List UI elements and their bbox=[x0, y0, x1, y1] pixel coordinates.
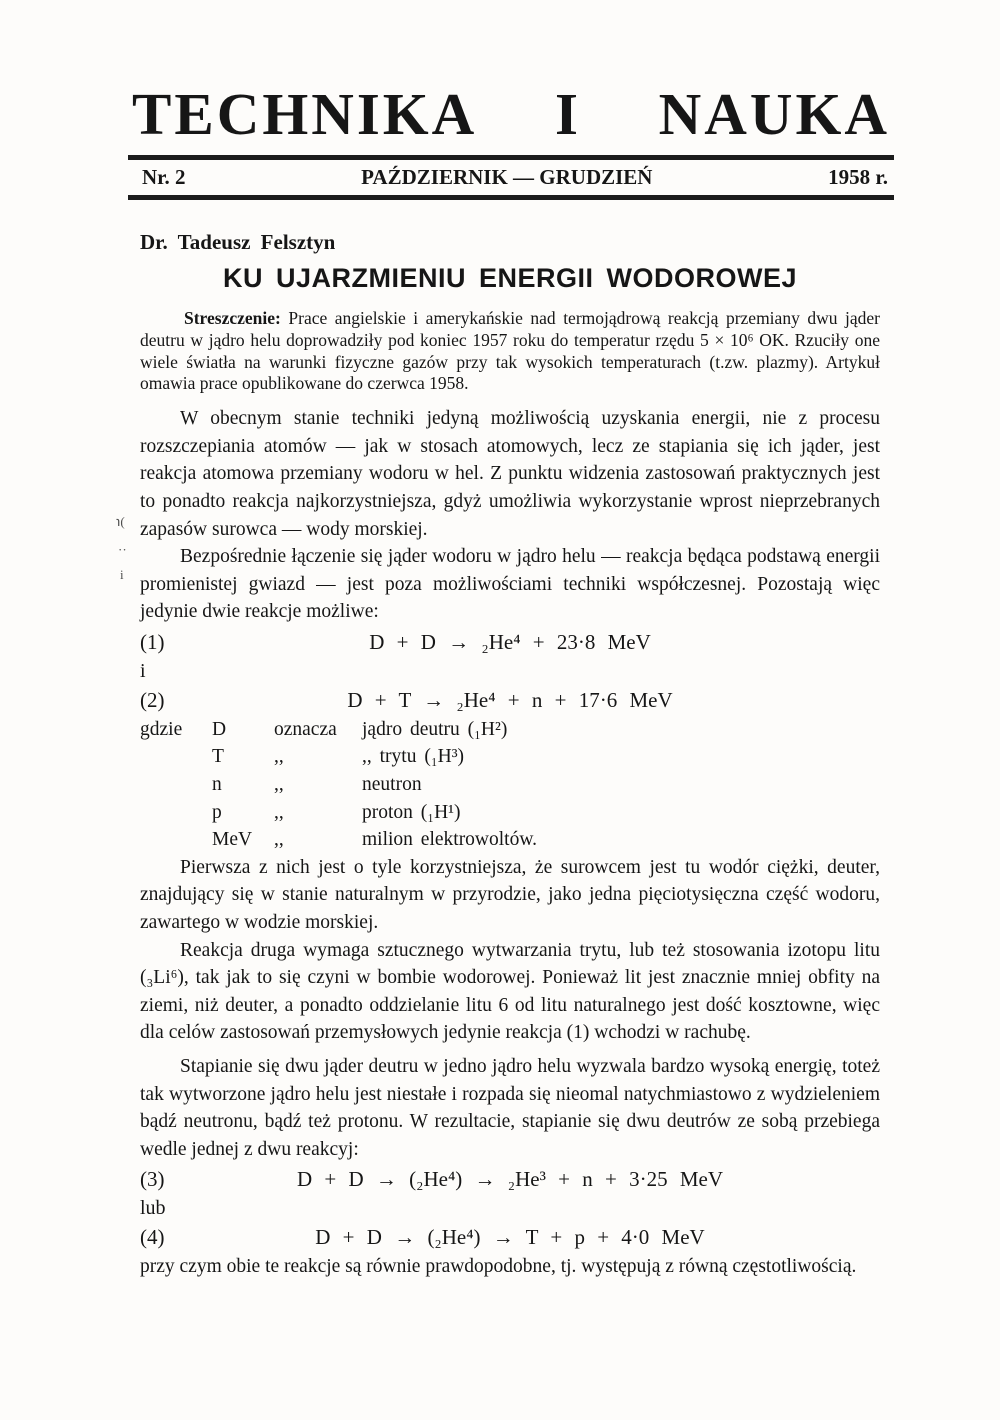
equation-4-body: D + D → (₂He⁴) → T + p + 4·0 MeV bbox=[315, 1225, 705, 1250]
equation-2 bbox=[140, 685, 880, 715]
abstract-label: Streszczenie: bbox=[184, 307, 281, 328]
scan-artifact: ·· bbox=[118, 542, 127, 557]
equation-1-label: (1) bbox=[140, 629, 165, 654]
definition-mid: ,, bbox=[274, 746, 284, 768]
article-title: KU UJARZMIENIU ENERGII WODOROWEJ bbox=[222, 262, 798, 293]
definition-lead: gdzie bbox=[140, 718, 183, 740]
definition-row bbox=[140, 743, 880, 771]
definition-mid: ,, bbox=[274, 774, 284, 796]
definition-row bbox=[140, 716, 880, 744]
equation-3 bbox=[140, 1164, 880, 1194]
issue-year: 1958 r. bbox=[828, 164, 888, 189]
conjunction-i: i bbox=[140, 659, 146, 682]
paragraph-3: Pierwsza z nich jest o tyle korzystniejsza, że surowcem jest tu wodór ciężki, deuter, znajdujący się w stanie naturalnym w przyrodzie, jako jedna pięciotysięczna część wodoru, zawartego w wodzie morskiej. bbox=[140, 856, 880, 934]
equation-1 bbox=[140, 627, 880, 657]
masthead bbox=[128, 81, 894, 200]
paragraph-6: przy czym obie te reakcje są równie prawdopodobne, tj. występują z równą częstotliwością. bbox=[140, 1256, 857, 1278]
definition-lead bbox=[140, 799, 212, 827]
scan-artifact: i bbox=[120, 567, 124, 582]
equation-4 bbox=[140, 1222, 880, 1252]
scanned-page bbox=[0, 81, 1000, 1420]
symbol-definitions bbox=[140, 716, 880, 854]
journal-title bbox=[128, 81, 894, 147]
definition-lead bbox=[140, 771, 212, 799]
journal-title-word-2: I bbox=[554, 81, 581, 147]
definition-term: p bbox=[212, 801, 222, 823]
equation-1-body: D + D → ₂He⁴ + 23·8 MeV bbox=[369, 629, 651, 654]
definition-mid: ,, bbox=[274, 829, 284, 851]
abstract-text: Prace angielskie i amerykańskie nad termojądrową reakcją przemiany dwu jąder deutru w jądro helu doprowadziły pod koniec 1957 roku do temperatur rzędu 5 × 10⁶ OK. Rzuciły one wiele światła na warunki fizyczne gazów przy tak wysokich temperaturach (t.zw. plazmy). Artykuł omawia prace opublikowane do czerwca 1958. bbox=[140, 307, 880, 394]
paragraph-5: Stapianie się dwu jąder deutru w jedno jądro helu wyzwala bardzo wysoką energię, toteż tak wytworzone jądro helu jest niestałe i rozpada się nieomal natychmiastowo z wydzieleniem bądź neutronu, bądź też protonu. W rezultacie, stapianie się dwu deutrów ze sobą przebiega wedle jednej z dwu reakcyj: bbox=[140, 1056, 880, 1160]
conjunction-lub: lub bbox=[140, 1197, 166, 1220]
masthead-rule-bottom bbox=[128, 195, 894, 200]
issue-number: Nr. 2 bbox=[142, 164, 186, 189]
definition-term: n bbox=[212, 774, 222, 796]
article bbox=[140, 230, 880, 1281]
definition-def: proton (₁H¹) bbox=[362, 801, 461, 823]
issue-row bbox=[128, 160, 894, 193]
definition-row bbox=[140, 826, 880, 854]
equation-4-label: (4) bbox=[140, 1225, 165, 1250]
definition-row bbox=[140, 799, 880, 827]
paragraph-1: W obecnym stanie techniki jedyną możliwością uzyskania energii, nie z procesu rozszczepiania atomów — jak w stosach atomowych, lecz ze stapiania się ich jąder, jest reakcja atomowa przemiany wodoru w hel. Z punktu widzenia zastosowań praktycznych jest to ponadto reakcja najkorzystniejsza, gdyż umożliwia wykorzystanie wprost nieprzebranych zapasów surowca — wody morskiej. bbox=[140, 408, 880, 540]
journal-title-word-1: TECHNIKA bbox=[132, 81, 478, 147]
definition-def: neutron bbox=[362, 774, 422, 796]
issue-period: PAŹDZIERNIK — GRUDZIEŃ bbox=[361, 164, 653, 189]
equation-2-body: D + T → ₂He⁴ + n + 17·6 MeV bbox=[347, 687, 673, 712]
scan-artifact: ℩( bbox=[116, 514, 125, 529]
definition-row bbox=[140, 771, 880, 799]
abstract bbox=[140, 308, 880, 395]
definition-term: D bbox=[212, 718, 227, 740]
definition-mid: ,, bbox=[274, 801, 284, 823]
definition-def: jądro deutru (₁H²) bbox=[362, 718, 508, 740]
author-line: Dr. Tadeusz Felsztyn bbox=[140, 229, 336, 254]
equation-2-label: (2) bbox=[140, 687, 165, 712]
definition-term: MeV bbox=[212, 829, 253, 851]
definition-term: T bbox=[212, 746, 224, 768]
definition-mid: oznacza bbox=[274, 718, 337, 740]
definition-def: ,, trytu (₁H³) bbox=[362, 746, 465, 768]
equation-3-body: D + D → (₂He⁴) → ₂He³ + n + 3·25 MeV bbox=[297, 1167, 723, 1192]
paragraph-2: Bezpośrednie łączenie się jąder wodoru w jądro helu — reakcja będąca podstawą energii promienistej gwiazd — jest poza możliwościami techniki współczesnej. Pozostają więc jedynie dwie reakcje możliwe: bbox=[140, 546, 880, 623]
definition-lead bbox=[140, 743, 212, 771]
definition-def: milion elektrowoltów. bbox=[362, 829, 538, 851]
paragraph-4: Reakcja druga wymaga sztucznego wytwarzania trytu, lub też stosowania izotopu litu (₃Li⁶), tak jak to się czyni w bombie wodorowej. Ponieważ lit jest znacznie mniej obfity na ziemi, niż deuter, a ponadto oddzielanie litu 6 od litu naturalnego jest dość kosztowne, więc dla celów zastosowań przemysłowych jedynie reakcja (1) wchodzi w rachubę. bbox=[140, 939, 880, 1044]
journal-title-word-3: NAUKA bbox=[658, 81, 890, 147]
equation-3-label: (3) bbox=[140, 1167, 165, 1192]
definition-lead bbox=[140, 826, 212, 854]
